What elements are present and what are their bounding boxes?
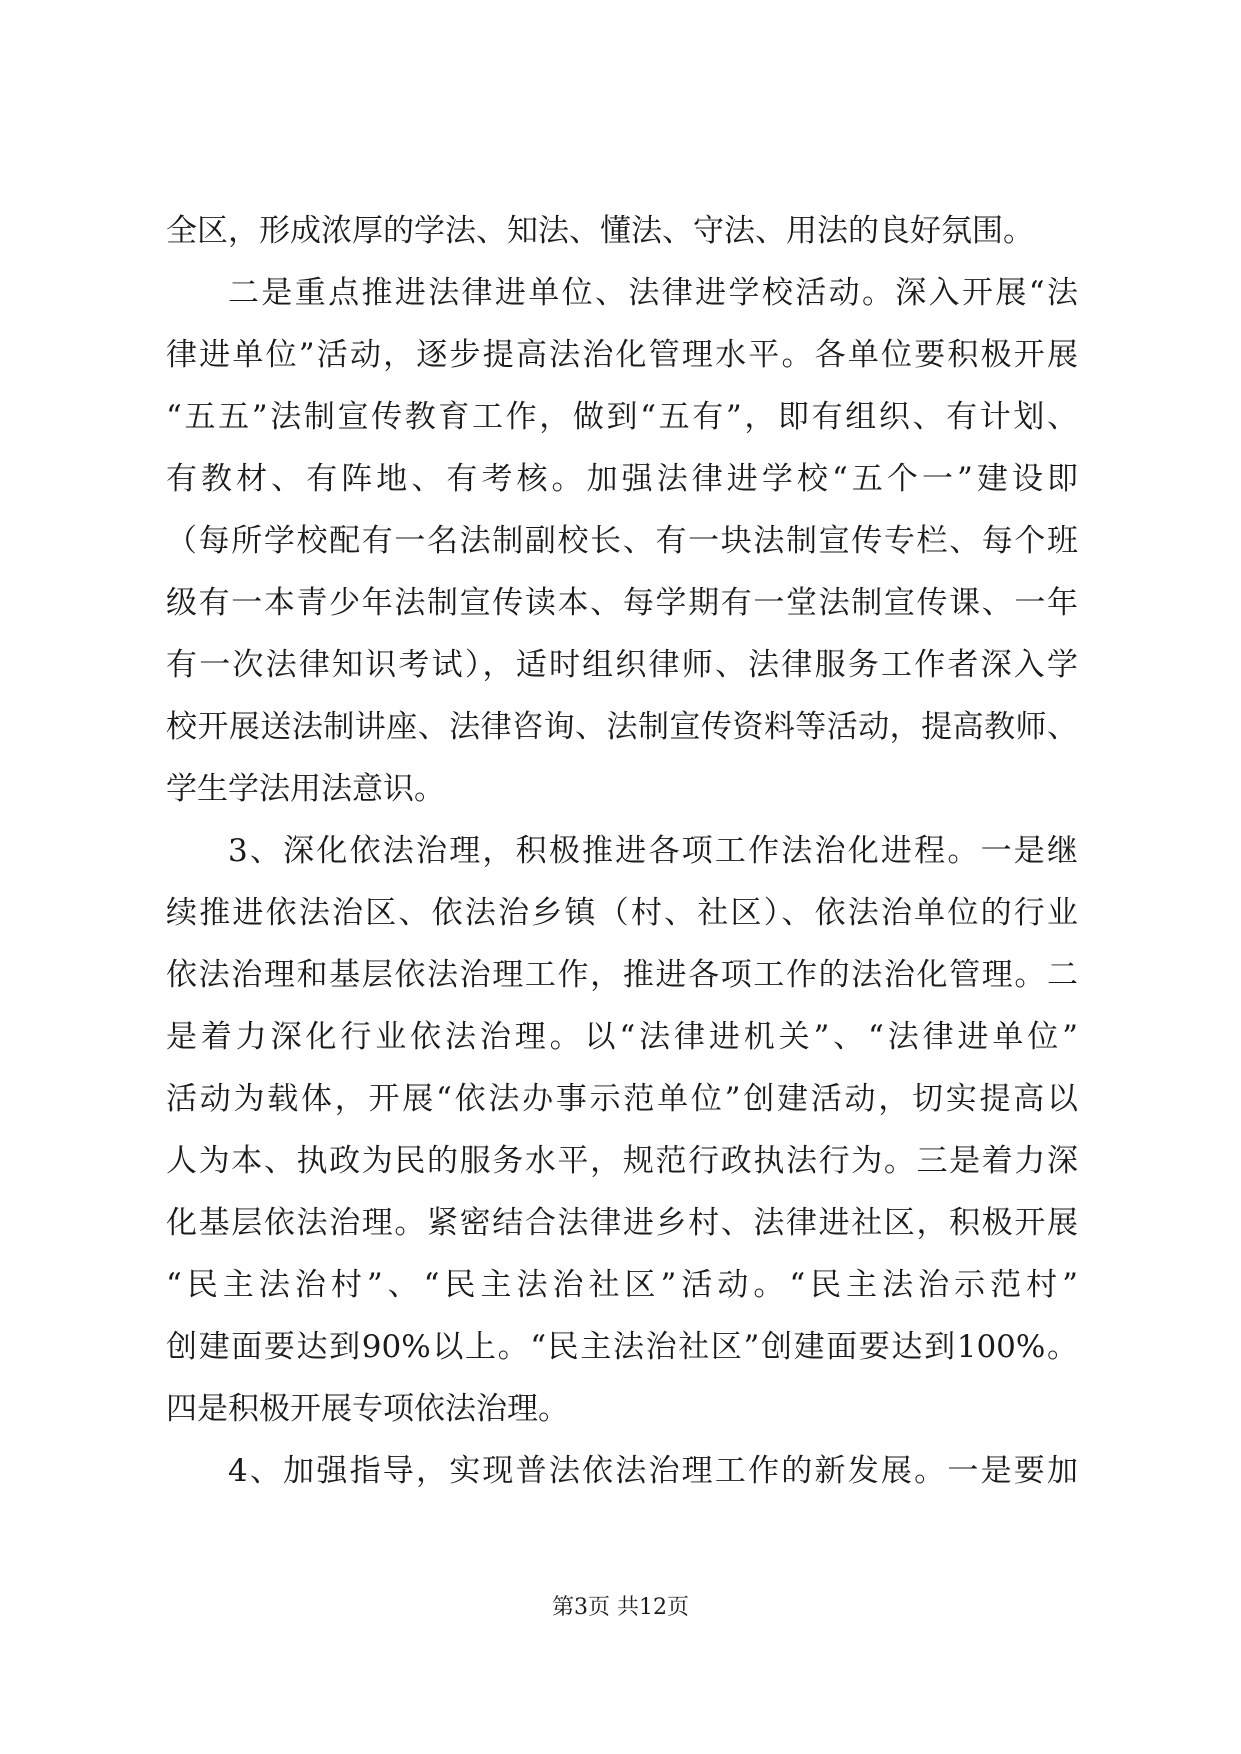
text-line: 有一次法律知识考试），适时组织律师、法律服务工作者深入学	[166, 647, 1078, 683]
text-line: （每所学校配有一名法制副校长、有一块法制宣传专栏、每个班	[166, 523, 1078, 559]
text-line: 律进单位”活动，逐步提高法治化管理水平。各单位要积极开展	[166, 337, 1078, 373]
text-line: 级有一本青少年法制宣传读本、每学期有一堂法制宣传课、一年	[166, 585, 1078, 621]
text-line: 学生学法用法意识。	[166, 771, 445, 807]
text-line: 二是重点推进法律进单位、法律进学校活动。深入开展“法	[228, 275, 1078, 311]
text-line: 全区，形成浓厚的学法、知法、懂法、守法、用法的良好氛围。	[166, 213, 1034, 249]
text-line: 依法治理和基层依法治理工作，推进各项工作的法治化管理。二	[166, 957, 1078, 993]
document-body	[166, 200, 1078, 1502]
text-line: 创建面要达到90%以上。“民主法治社区”创建面要达到100%。	[166, 1329, 1078, 1365]
text-line: “民主法治村”、“民主法治社区”活动。“民主法治示范村”	[166, 1267, 1078, 1303]
text-line: 4、加强指导，实现普法依法治理工作的新发展。一是要加	[228, 1453, 1078, 1489]
text-line: 3、深化依法治理，积极推进各项工作法治化进程。一是继	[228, 833, 1078, 869]
text-line: 是着力深化行业依法治理。以“法律进机关”、“法律进单位”	[166, 1019, 1078, 1055]
text-line: 人为本、执政为民的服务水平，规范行政执法行为。三是着力深	[166, 1143, 1078, 1179]
text-line: “五五”法制宣传教育工作，做到“五有”，即有组织、有计划、	[166, 399, 1078, 435]
text-line: 化基层依法治理。紧密结合法律进乡村、法律进社区，积极开展	[166, 1205, 1078, 1241]
text-line: 有教材、有阵地、有考核。加强法律进学校“五个一”建设即	[166, 461, 1078, 497]
text-line: 校开展送法制讲座、法律咨询、法制宣传资料等活动，提高教师、	[166, 709, 1078, 745]
text-line: 四是积极开展专项依法治理。	[166, 1391, 569, 1427]
page-footer: 第3页 共12页	[552, 1595, 689, 1620]
text-line: 活动为载体，开展“依法办事示范单位”创建活动，切实提高以	[166, 1081, 1078, 1117]
text-line: 续推进依法治区、依法治乡镇（村、社区）、依法治单位的行业	[166, 895, 1078, 931]
